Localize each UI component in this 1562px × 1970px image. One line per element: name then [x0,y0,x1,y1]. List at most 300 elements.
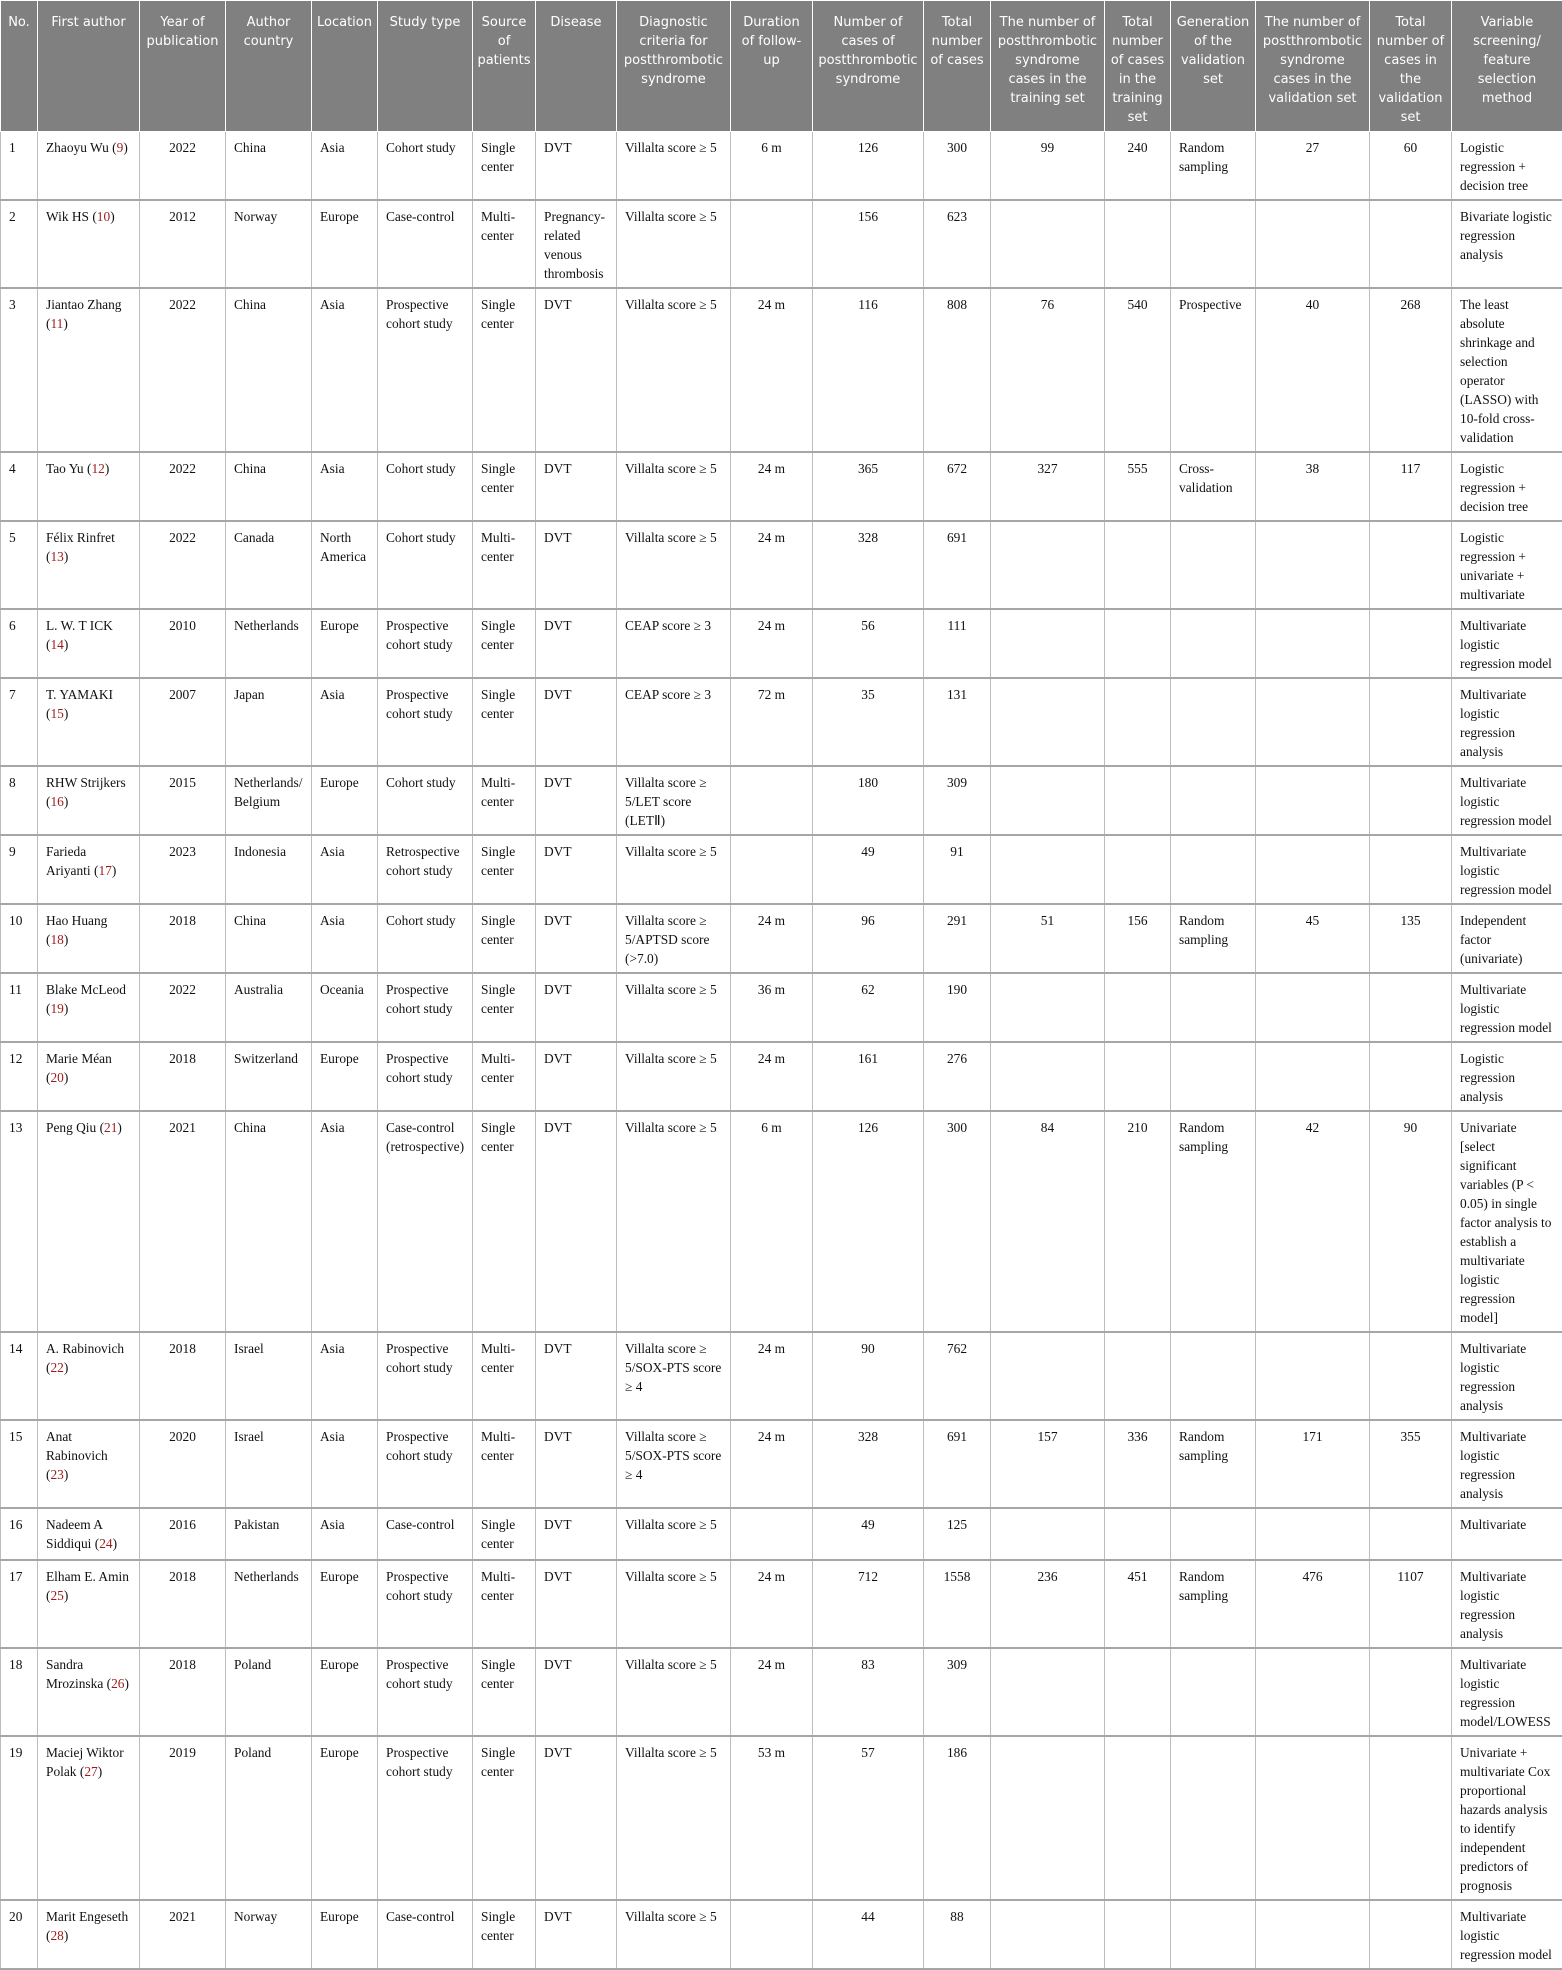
author-country-cell: China [226,452,312,521]
citation-link[interactable]: 16 [50,794,63,809]
total-cases-cell: 276 [924,1042,991,1111]
training-total-cases-cell [1105,200,1171,288]
diagnostic-criteria-cell: Villalta score ≥ 5 [617,1900,731,1969]
pts-cases-cell: 83 [813,1648,924,1736]
training-total-cases-cell: 336 [1105,1420,1171,1508]
publication-year-cell: 2007 [140,678,226,766]
total-cases-cell: 88 [924,1900,991,1969]
author-name: Wik HS [46,209,89,224]
author-country-cell: Norway [226,1900,312,1969]
follow-up-duration-cell: 24 m [731,904,813,973]
selection-method-cell: Logistic regression + univariate + multivariate [1452,521,1562,609]
publication-year-cell: 2016 [140,1508,226,1560]
citation-link[interactable]: 23 [50,1467,63,1482]
first-author-cell: Zhaoyu Wu (9) [38,132,140,201]
diagnostic-criteria-cell: Villalta score ≥ 5/APTSD score (>7.0) [617,904,731,973]
training-pts-cases-cell [991,835,1105,904]
training-total-cases-cell: 451 [1105,1560,1171,1648]
training-total-cases-cell: 240 [1105,132,1171,201]
follow-up-duration-cell: 24 m [731,521,813,609]
location-cell: Europe [312,766,378,835]
table-row [1,766,1562,835]
disease-cell: DVT [536,1508,617,1560]
row-number-cell: 4 [1,452,38,521]
row-number-cell: 10 [1,904,38,973]
training-total-cases-cell [1105,835,1171,904]
location-cell: Europe [312,200,378,288]
study-type-cell: Prospective cohort study [378,1648,473,1736]
publication-year-cell: 2020 [140,1420,226,1508]
location-cell: Asia [312,132,378,201]
patient-source-cell: Multi-center [473,521,536,609]
citation-link[interactable]: 17 [98,863,111,878]
table-row [1,1111,1562,1332]
citation-link[interactable]: 11 [50,316,63,331]
training-pts-cases-cell [991,973,1105,1042]
patient-source-cell: Single center [473,1900,536,1969]
author-country-cell: China [226,288,312,452]
citation-link[interactable]: 12 [91,461,104,476]
training-pts-cases-cell [991,766,1105,835]
study-type-cell: Case-control [378,1508,473,1560]
disease-cell: DVT [536,1900,617,1969]
validation-generation-cell [1171,766,1256,835]
validation-pts-cases-cell: 45 [1256,904,1370,973]
pts-cases-cell: 57 [813,1736,924,1900]
study-type-cell: Cohort study [378,766,473,835]
author-country-cell: China [226,132,312,201]
first-author-cell: Félix Rinfret (13) [38,521,140,609]
table-row [1,1332,1562,1420]
validation-pts-cases-cell [1256,1508,1370,1560]
column-header: Source of patients [473,1,536,132]
validation-pts-cases-cell [1256,1648,1370,1736]
study-type-cell: Prospective cohort study [378,288,473,452]
first-author-cell: Wik HS (10) [38,200,140,288]
validation-generation-cell [1171,1900,1256,1969]
citation-link[interactable]: 13 [50,549,63,564]
column-header: Total number of cases in the validation set [1370,1,1452,132]
validation-pts-cases-cell [1256,766,1370,835]
validation-generation-cell [1171,1332,1256,1420]
validation-total-cases-cell [1370,1900,1452,1969]
author-country-cell: Norway [226,200,312,288]
selection-method-cell: Multivariate logistic regression model [1452,1900,1562,1969]
training-pts-cases-cell: 157 [991,1420,1105,1508]
patient-source-cell: Multi-center [473,1560,536,1648]
first-author-cell: Tao Yu (12) [38,452,140,521]
validation-generation-cell [1171,1042,1256,1111]
patient-source-cell: Multi-center [473,1332,536,1420]
pts-cases-cell: 365 [813,452,924,521]
validation-generation-cell [1171,609,1256,678]
row-number-cell: 7 [1,678,38,766]
validation-generation-cell: Prospective [1171,288,1256,452]
disease-cell: DVT [536,1332,617,1420]
author-name: Maciej Wiktor Polak [46,1745,124,1779]
citation-link[interactable]: 19 [50,1001,63,1016]
pts-cases-cell: 35 [813,678,924,766]
validation-generation-cell: Random sampling [1171,132,1256,201]
patient-source-cell: Single center [473,835,536,904]
follow-up-duration-cell [731,835,813,904]
validation-total-cases-cell: 135 [1370,904,1452,973]
disease-cell: DVT [536,1648,617,1736]
validation-pts-cases-cell [1256,521,1370,609]
author-country-cell: Pakistan [226,1508,312,1560]
pts-cases-cell: 328 [813,521,924,609]
validation-generation-cell: Cross-validation [1171,452,1256,521]
publication-year-cell: 2018 [140,904,226,973]
row-number-cell: 16 [1,1508,38,1560]
author-name: T. YAMAKI [46,687,113,702]
row-number-cell: 15 [1,1420,38,1508]
validation-total-cases-cell [1370,1042,1452,1111]
validation-pts-cases-cell [1256,1900,1370,1969]
patient-source-cell: Single center [473,678,536,766]
author-name: Marit Engeseth [46,1909,128,1924]
row-number-cell: 17 [1,1560,38,1648]
selection-method-cell: Multivariate logistic regression model/LOWESS [1452,1648,1562,1736]
first-author-cell: A. Rabinovich (22) [38,1332,140,1420]
validation-generation-cell [1171,1736,1256,1900]
disease-cell: DVT [536,835,617,904]
first-author-cell: L. W. T ICK (14) [38,609,140,678]
validation-generation-cell: Random sampling [1171,1560,1256,1648]
validation-generation-cell [1171,1508,1256,1560]
training-pts-cases-cell [991,1900,1105,1969]
diagnostic-criteria-cell: Villalta score ≥ 5 [617,521,731,609]
study-type-cell: Case-control [378,200,473,288]
validation-pts-cases-cell: 27 [1256,132,1370,201]
pts-cases-cell: 156 [813,200,924,288]
author-country-cell: China [226,904,312,973]
disease-cell: DVT [536,521,617,609]
selection-method-cell: Multivariate logistic regression model [1452,609,1562,678]
patient-source-cell: Single center [473,288,536,452]
table-row [1,904,1562,973]
location-cell: Asia [312,904,378,973]
first-author-cell: Farieda Ariyanti (17) [38,835,140,904]
publication-year-cell: 2015 [140,766,226,835]
diagnostic-criteria-cell: Villalta score ≥ 5 [617,835,731,904]
table-row [1,132,1562,201]
column-header: The number of postthrombotic syndrome cases in the training set [991,1,1105,132]
total-cases-cell: 131 [924,678,991,766]
training-total-cases-cell [1105,1332,1171,1420]
first-author-cell: Jiantao Zhang (11) [38,288,140,452]
pts-cases-cell: 62 [813,973,924,1042]
citation-link[interactable]: 10 [97,209,110,224]
study-type-cell: Prospective cohort study [378,609,473,678]
training-total-cases-cell [1105,1736,1171,1900]
publication-year-cell: 2018 [140,1560,226,1648]
training-total-cases-cell [1105,766,1171,835]
publication-year-cell: 2022 [140,452,226,521]
training-pts-cases-cell [991,200,1105,288]
patient-source-cell: Single center [473,1111,536,1332]
training-pts-cases-cell [991,1332,1105,1420]
pts-cases-cell: 56 [813,609,924,678]
diagnostic-criteria-cell: Villalta score ≥ 5 [617,1111,731,1332]
location-cell: Asia [312,452,378,521]
citation-link[interactable]: 28 [50,1928,63,1943]
total-cases-cell: 111 [924,609,991,678]
publication-year-cell: 2021 [140,1900,226,1969]
column-header: Generation of the validation set [1171,1,1256,132]
patient-source-cell: Multi-center [473,1042,536,1111]
disease-cell: DVT [536,1111,617,1332]
disease-cell: DVT [536,1420,617,1508]
publication-year-cell: 2021 [140,1111,226,1332]
validation-pts-cases-cell [1256,973,1370,1042]
training-total-cases-cell [1105,1900,1171,1969]
row-number-cell: 6 [1,609,38,678]
selection-method-cell: Logistic regression analysis [1452,1042,1562,1111]
author-country-cell: Canada [226,521,312,609]
row-number-cell: 19 [1,1736,38,1900]
author-country-cell: Poland [226,1736,312,1900]
follow-up-duration-cell: 24 m [731,1560,813,1648]
first-author-cell: RHW Strijkers (16) [38,766,140,835]
table-row [1,678,1562,766]
follow-up-duration-cell: 24 m [731,1648,813,1736]
training-pts-cases-cell [991,521,1105,609]
author-name: Marie Méan [46,1051,112,1066]
follow-up-duration-cell: 24 m [731,1420,813,1508]
follow-up-duration-cell: 36 m [731,973,813,1042]
publication-year-cell: 2022 [140,132,226,201]
author-name: Zhaoyu Wu [46,140,109,155]
author-name: Nadeem A Siddiqui [46,1517,102,1551]
location-cell: Asia [312,1508,378,1560]
validation-pts-cases-cell: 42 [1256,1111,1370,1332]
author-name: Farieda Ariyanti [46,844,91,878]
total-cases-cell: 309 [924,766,991,835]
total-cases-cell: 190 [924,973,991,1042]
citation-link[interactable]: 9 [117,140,124,155]
first-author-cell: Blake McLeod (19) [38,973,140,1042]
publication-year-cell: 2012 [140,200,226,288]
validation-generation-cell [1171,835,1256,904]
training-pts-cases-cell: 84 [991,1111,1105,1332]
author-country-cell: Japan [226,678,312,766]
patient-source-cell: Multi-center [473,766,536,835]
validation-pts-cases-cell [1256,1736,1370,1900]
follow-up-duration-cell [731,1900,813,1969]
pts-cases-cell: 126 [813,132,924,201]
column-header: The number of postthrombotic syndrome cases in the validation set [1256,1,1370,132]
column-header: Variable screening/ feature selection method [1452,1,1562,132]
publication-year-cell: 2018 [140,1042,226,1111]
location-cell: North America [312,521,378,609]
diagnostic-criteria-cell: Villalta score ≥ 5 [617,1648,731,1736]
disease-cell: DVT [536,1560,617,1648]
column-header: Duration of follow-up [731,1,813,132]
row-number-cell: 5 [1,521,38,609]
validation-total-cases-cell [1370,678,1452,766]
training-pts-cases-cell: 51 [991,904,1105,973]
first-author-cell: Anat Rabinovich (23) [38,1420,140,1508]
citation-link[interactable]: 15 [50,706,63,721]
validation-total-cases-cell [1370,1332,1452,1420]
location-cell: Asia [312,1111,378,1332]
diagnostic-criteria-cell: Villalta score ≥ 5/LET score (LETⅡ) [617,766,731,835]
author-name: Elham E. Amin [46,1569,129,1584]
disease-cell: DVT [536,609,617,678]
validation-total-cases-cell [1370,766,1452,835]
row-number-cell: 14 [1,1332,38,1420]
training-total-cases-cell: 555 [1105,452,1171,521]
selection-method-cell: Multivariate logistic regression model [1452,766,1562,835]
total-cases-cell: 291 [924,904,991,973]
diagnostic-criteria-cell: Villalta score ≥ 5 [617,1560,731,1648]
header-row [1,1,1562,132]
validation-pts-cases-cell: 40 [1256,288,1370,452]
patient-source-cell: Single center [473,609,536,678]
table-row [1,1508,1562,1560]
follow-up-duration-cell: 24 m [731,288,813,452]
citation-link[interactable]: 21 [104,1120,117,1135]
publication-year-cell: 2010 [140,609,226,678]
total-cases-cell: 762 [924,1332,991,1420]
study-type-cell: Prospective cohort study [378,1332,473,1420]
diagnostic-criteria-cell: Villalta score ≥ 5 [617,1042,731,1111]
disease-cell: Pregnancy-related venous thrombosis [536,200,617,288]
total-cases-cell: 691 [924,521,991,609]
patient-source-cell: Single center [473,452,536,521]
author-country-cell: Netherlands [226,1560,312,1648]
validation-total-cases-cell [1370,1508,1452,1560]
table-row [1,1736,1562,1900]
validation-pts-cases-cell [1256,678,1370,766]
row-number-cell: 20 [1,1900,38,1969]
first-author-cell: Hao Huang (18) [38,904,140,973]
follow-up-duration-cell: 6 m [731,1111,813,1332]
column-header: First author [38,1,140,132]
selection-method-cell: Univariate + multivariate Cox proportional hazards analysis to identify independent predictors of prognosis [1452,1736,1562,1900]
validation-total-cases-cell [1370,521,1452,609]
diagnostic-criteria-cell: Villalta score ≥ 5 [617,1508,731,1560]
training-total-cases-cell: 156 [1105,904,1171,973]
author-country-cell: Israel [226,1332,312,1420]
author-name: L. W. T ICK [46,618,113,633]
column-header: Total number of cases in the training set [1105,1,1171,132]
table-row [1,452,1562,521]
citation-link[interactable]: 20 [50,1070,63,1085]
citation-link[interactable]: 27 [84,1764,97,1779]
citation-link[interactable]: 24 [99,1536,112,1551]
pts-cases-cell: 116 [813,288,924,452]
author-name: Félix Rinfret [46,530,115,545]
citation-link[interactable]: 18 [50,932,63,947]
disease-cell: DVT [536,288,617,452]
publication-year-cell: 2022 [140,973,226,1042]
training-total-cases-cell [1105,521,1171,609]
column-header: Study type [378,1,473,132]
citation-link[interactable]: 26 [111,1676,124,1691]
selection-method-cell: Multivariate logistic regression analysis [1452,1420,1562,1508]
table-row [1,1560,1562,1648]
author-country-cell: Poland [226,1648,312,1736]
author-country-cell: Israel [226,1420,312,1508]
citation-link[interactable]: 25 [50,1588,63,1603]
validation-generation-cell [1171,973,1256,1042]
location-cell: Europe [312,609,378,678]
patient-source-cell: Single center [473,904,536,973]
citation-link[interactable]: 22 [50,1360,63,1375]
location-cell: Europe [312,1648,378,1736]
validation-generation-cell: Random sampling [1171,904,1256,973]
pts-cases-cell: 49 [813,1508,924,1560]
study-type-cell: Prospective cohort study [378,1042,473,1111]
diagnostic-criteria-cell: Villalta score ≥ 5 [617,1736,731,1900]
location-cell: Asia [312,1332,378,1420]
first-author-cell: Marit Engeseth (28) [38,1900,140,1969]
location-cell: Europe [312,1560,378,1648]
first-author-cell: Nadeem A Siddiqui (24) [38,1508,140,1560]
table-row [1,1900,1562,1969]
selection-method-cell: Multivariate [1452,1508,1562,1560]
location-cell: Asia [312,835,378,904]
pts-cases-cell: 44 [813,1900,924,1969]
validation-total-cases-cell: 355 [1370,1420,1452,1508]
citation-link[interactable]: 14 [50,637,63,652]
pts-cases-cell: 49 [813,835,924,904]
column-header: Disease [536,1,617,132]
disease-cell: DVT [536,1042,617,1111]
disease-cell: DVT [536,904,617,973]
study-type-cell: Prospective cohort study [378,1560,473,1648]
validation-total-cases-cell: 60 [1370,132,1452,201]
first-author-cell: Sandra Mrozinska (26) [38,1648,140,1736]
selection-method-cell: Univariate [select significant variables (P < 0.05) in single factor analysis to establish a multivariate logistic regression model] [1452,1111,1562,1332]
publication-year-cell: 2018 [140,1332,226,1420]
training-total-cases-cell [1105,1042,1171,1111]
author-name: Jiantao Zhang [46,297,122,312]
first-author-cell: T. YAMAKI (15) [38,678,140,766]
training-pts-cases-cell [991,1042,1105,1111]
training-pts-cases-cell [991,609,1105,678]
author-country-cell: Switzerland [226,1042,312,1111]
study-type-cell: Prospective cohort study [378,1420,473,1508]
validation-total-cases-cell [1370,200,1452,288]
row-number-cell: 11 [1,973,38,1042]
pts-cases-cell: 328 [813,1420,924,1508]
diagnostic-criteria-cell: Villalta score ≥ 5/SOX-PTS score ≥ 4 [617,1332,731,1420]
total-cases-cell: 808 [924,288,991,452]
training-pts-cases-cell: 99 [991,132,1105,201]
diagnostic-criteria-cell: Villalta score ≥ 5 [617,132,731,201]
training-pts-cases-cell [991,1648,1105,1736]
follow-up-duration-cell [731,200,813,288]
author-name: RHW Strijkers [46,775,126,790]
total-cases-cell: 691 [924,1420,991,1508]
table-row [1,288,1562,452]
study-type-cell: Retrospective cohort study [378,835,473,904]
disease-cell: DVT [536,766,617,835]
patient-source-cell: Single center [473,1736,536,1900]
row-number-cell: 9 [1,835,38,904]
first-author-cell: Elham E. Amin (25) [38,1560,140,1648]
author-country-cell: Indonesia [226,835,312,904]
publication-year-cell: 2018 [140,1648,226,1736]
disease-cell: DVT [536,678,617,766]
publication-year-cell: 2019 [140,1736,226,1900]
training-total-cases-cell [1105,1648,1171,1736]
total-cases-cell: 672 [924,452,991,521]
author-name: Anat Rabinovich [46,1429,108,1463]
